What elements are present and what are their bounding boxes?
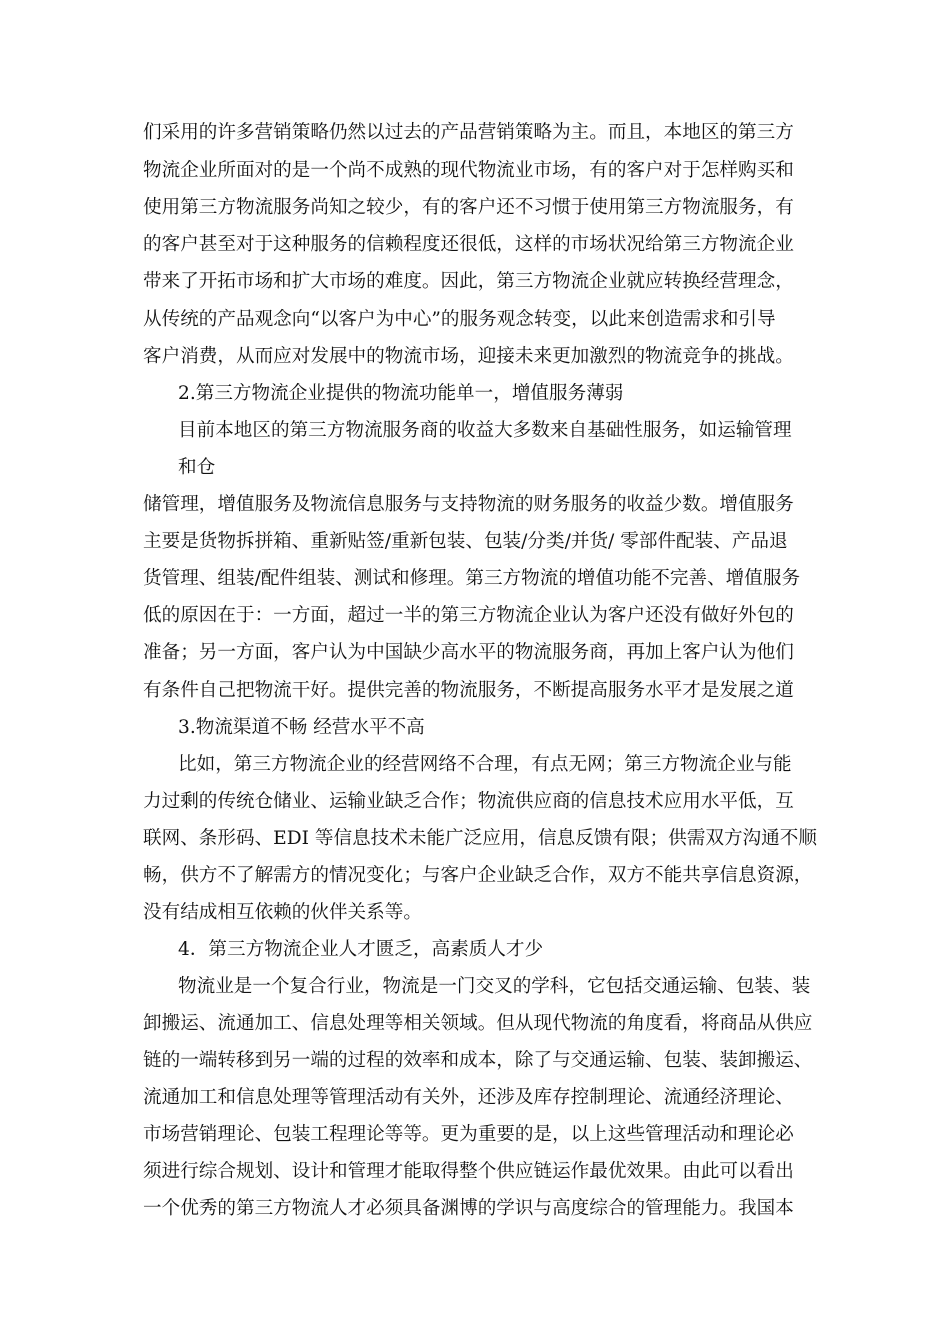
text-line: 的客户甚至对于这种服务的信赖程度还很低，这样的市场状况给第三方物流企业	[143, 234, 794, 255]
text-line: 使用第三方物流服务尚知之较少，有的客户还不习惯于使用第三方物流服务，有	[143, 197, 794, 218]
text-line: 链的一端转移到另一端的过程的效率和成本，除了与交通运输、包装、装卸搬运、	[143, 1050, 813, 1071]
text-line: 物流企业所面对的是一个尚不成熟的现代物流业市场，有的客户对于怎样购买和	[143, 160, 794, 181]
text-line: 卸搬运、流通加工、信息处理等相关领域。但从现代物流的角度看，将商品从供应	[143, 1013, 813, 1034]
text-line: 储管理，增值服务及物流信息服务与支持物流的财务服务的收益少数。增值服务	[143, 494, 794, 515]
text-line: 物流业是一个复合行业，物流是一门交叉的学科，它包括交通运输、包装、装	[178, 976, 811, 997]
section-heading-3: 3.物流渠道不畅 经营水平不高	[178, 717, 425, 738]
text-line: 准备；另一方面，客户认为中国缺少高水平的物流服务商，再加上客户认为他们	[143, 642, 794, 663]
text-line: 力过剩的传统仓储业、运输业缺乏合作；物流供应商的信息技术应用水平低，互	[143, 791, 794, 812]
text-line: 目前本地区的第三方物流服务商的收益大多数来自基础性服务，如运输管理	[178, 420, 792, 441]
text-line: 带来了开拓市场和扩大市场的难度。因此，第三方物流企业就应转换经营理念，	[143, 271, 794, 292]
section-heading-4: 4．第三方物流企业人才匮乏，高素质人才少	[178, 939, 544, 960]
text-line: 客户消费，从而应对发展中的物流市场，迎接未来更加激烈的物流竞争的挑战。	[143, 346, 794, 367]
text-line: 有条件自己把物流干好。提供完善的物流服务，不断提高服务水平才是发展之道	[143, 680, 794, 701]
text-line: 货管理、组装/配件组装、测试和修理。第三方物流的增值功能不完善、增值服务	[143, 568, 801, 589]
text-line: 联网、条形码、EDI 等信息技术未能广泛应用，信息反馈有限；供需双方沟通不顺	[143, 828, 817, 849]
text-line: 须进行综合规划、设计和管理才能取得整个供应链运作最优效果。由此可以看出	[143, 1161, 794, 1182]
text-line: 没有结成相互依赖的伙伴关系等。	[143, 902, 422, 923]
text-line: 和仓	[178, 457, 216, 478]
text-line: 一个优秀的第三方物流人才必须具备渊博的学识与高度综合的管理能力。我国本	[143, 1198, 794, 1219]
text-line: 市场营销理论、包装工程理论等等。更为重要的是，以上这些管理活动和理论必	[143, 1124, 794, 1145]
text-line: 从传统的产品观念向“以客户为中心”的服务观念转变，以此来创造需求和引导	[143, 309, 776, 330]
text-line: 流通加工和信息处理等管理活动有关外，还涉及库存控制理论、流通经济理论、	[143, 1087, 794, 1108]
text-line: 低的原因在于：一方面，超过一半的第三方物流企业认为客户还没有做好外包的	[143, 605, 794, 626]
text-line: 们采用的许多营销策略仍然以过去的产品营销策略为主。而且，本地区的第三方	[143, 122, 794, 143]
section-heading-2: 2.第三方物流企业提供的物流功能单一，增值服务薄弱	[178, 383, 624, 404]
text-line: 主要是货物拆拼箱、重新贴签/重新包装、包装/分类/并货/ 零部件配装、产品退	[143, 531, 788, 552]
text-line: 比如，第三方物流企业的经营网络不合理，有点无网；第三方物流企业与能	[178, 754, 792, 775]
text-line: 畅，供方不了解需方的情况变化；与客户企业缺乏合作，双方不能共享信息资源，	[143, 865, 813, 886]
